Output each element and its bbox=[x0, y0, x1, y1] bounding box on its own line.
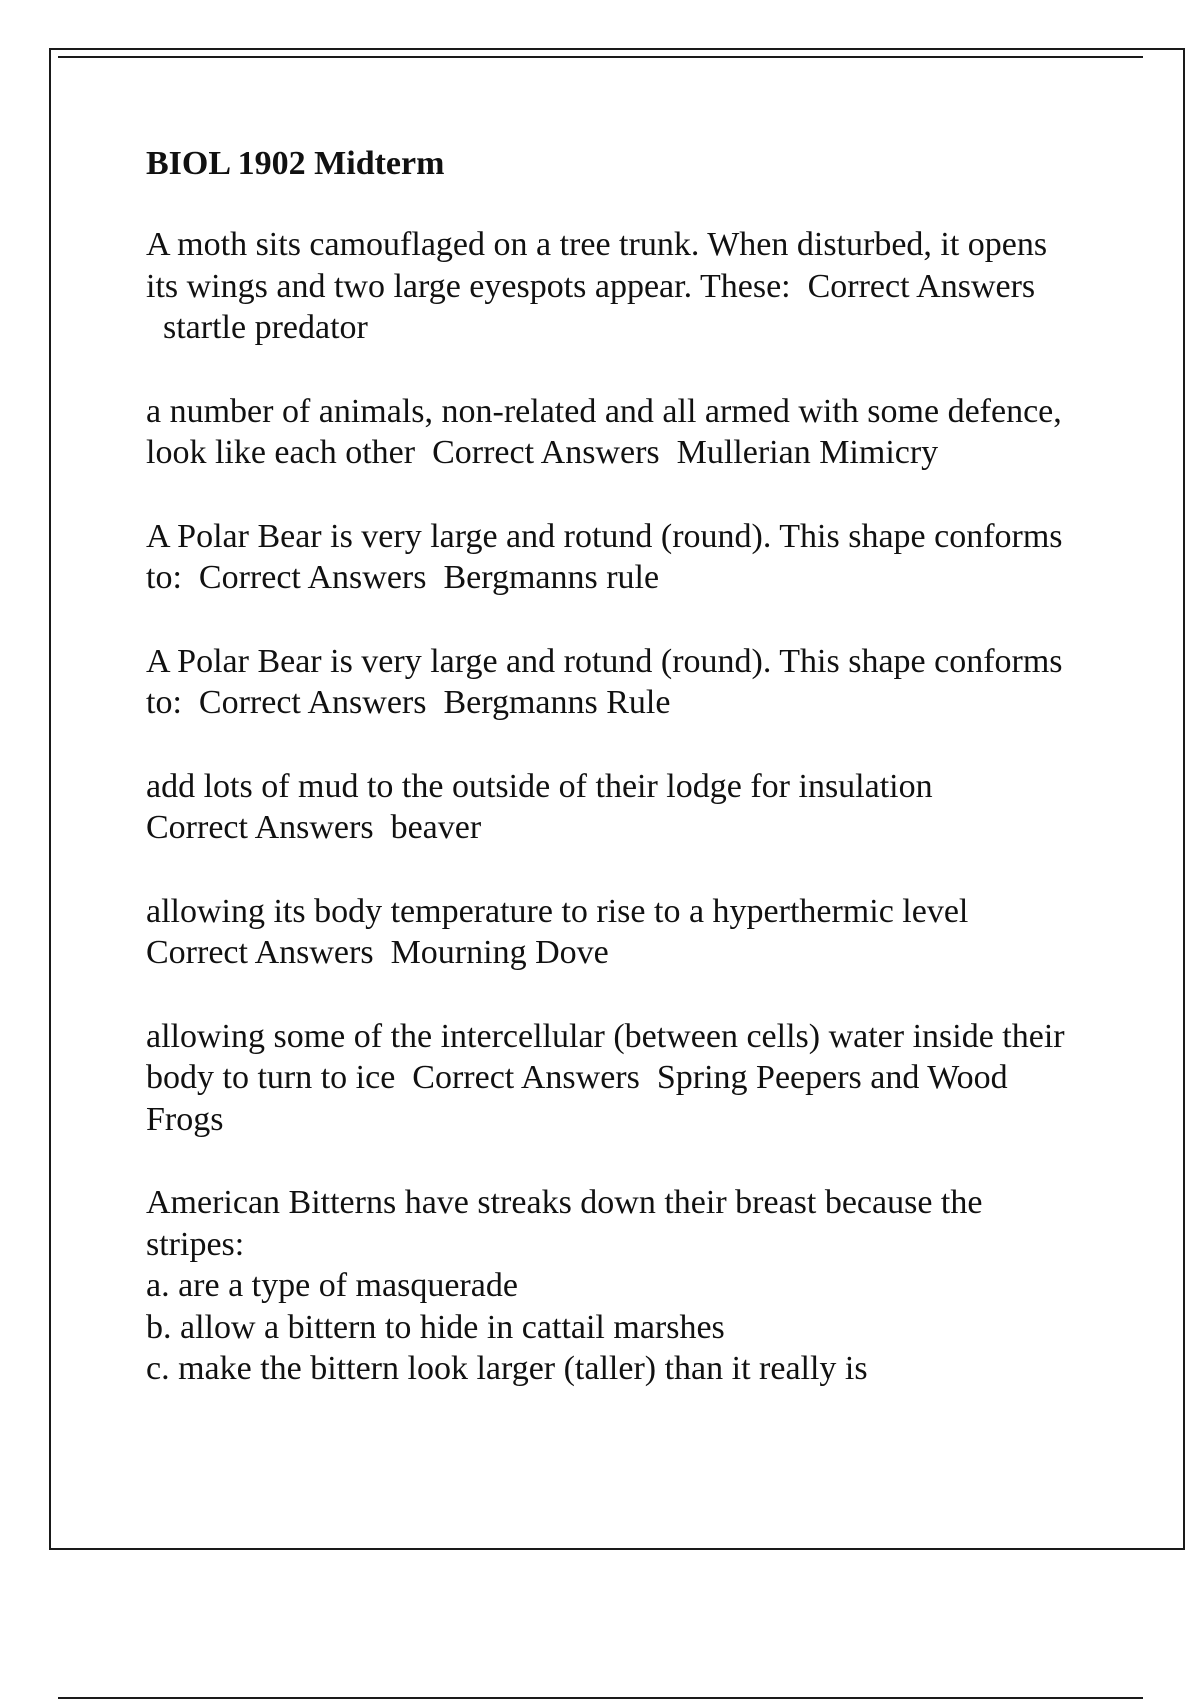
qa-item bbox=[146, 641, 1076, 724]
answer-text: Bergmanns rule bbox=[443, 559, 660, 596]
question-text: allowing some of the intercellular (between cells) water inside their body to turn to ice bbox=[146, 1017, 1065, 1096]
qa-item bbox=[146, 516, 1076, 599]
qa-item bbox=[146, 891, 1076, 974]
correct-answers-label: Correct Answers bbox=[432, 434, 660, 471]
qa-item bbox=[146, 766, 1076, 849]
question-text: A Polar Bear is very large and rotund (round). This shape conforms to: bbox=[146, 517, 1063, 596]
document-content bbox=[146, 143, 1076, 1390]
correct-answers-label: Correct Answers bbox=[412, 1059, 640, 1096]
question-text: a number of animals, non-related and all armed with some defence, look like each other bbox=[146, 392, 1062, 471]
correct-answers-label: Correct Answers bbox=[146, 809, 374, 846]
qa-item bbox=[146, 391, 1076, 474]
question-text: A moth sits camouflaged on a tree trunk. When disturbed, it opens its wings and two large eyespots appear. These: bbox=[146, 226, 1048, 305]
correct-answers-label: Correct Answers bbox=[198, 559, 427, 596]
answer-text: Mourning Dove bbox=[390, 934, 609, 971]
correct-answers-label: Correct Answers bbox=[807, 267, 1036, 305]
qa-item bbox=[146, 1016, 1076, 1141]
multiple-choice-question bbox=[146, 1182, 1076, 1390]
question-text: A Polar Bear is very large and rotund (round). This shape conforms to: bbox=[146, 642, 1063, 721]
option-b: b. allow a bittern to hide in cattail marshes bbox=[146, 1308, 725, 1346]
correct-answers-label: Correct Answers bbox=[198, 684, 427, 721]
answer-text: Bergmanns Rule bbox=[443, 684, 671, 721]
bottom-rule bbox=[58, 1697, 1143, 1699]
option-a: a. are a type of masquerade bbox=[146, 1267, 518, 1304]
answer-text: startle predator bbox=[163, 309, 368, 346]
answer-text: beaver bbox=[390, 809, 482, 846]
answer-text: Spring Peepers and Wood Frogs bbox=[146, 1059, 1008, 1138]
question-text: add lots of mud to the outside of their lodge for insulation bbox=[146, 767, 933, 805]
document-title: BIOL 1902 Midterm bbox=[146, 145, 445, 182]
qa-item bbox=[146, 224, 1076, 349]
question-stem: American Bitterns have streaks down their breast because the stripes: bbox=[146, 1184, 983, 1263]
correct-answers-label: Correct Answers bbox=[146, 934, 374, 971]
option-c: c. make the bittern look larger (taller) than it really is bbox=[146, 1350, 868, 1387]
question-text: allowing its body temperature to rise to a hyperthermic level bbox=[146, 892, 969, 930]
answer-text: Mullerian Mimicry bbox=[676, 434, 939, 471]
